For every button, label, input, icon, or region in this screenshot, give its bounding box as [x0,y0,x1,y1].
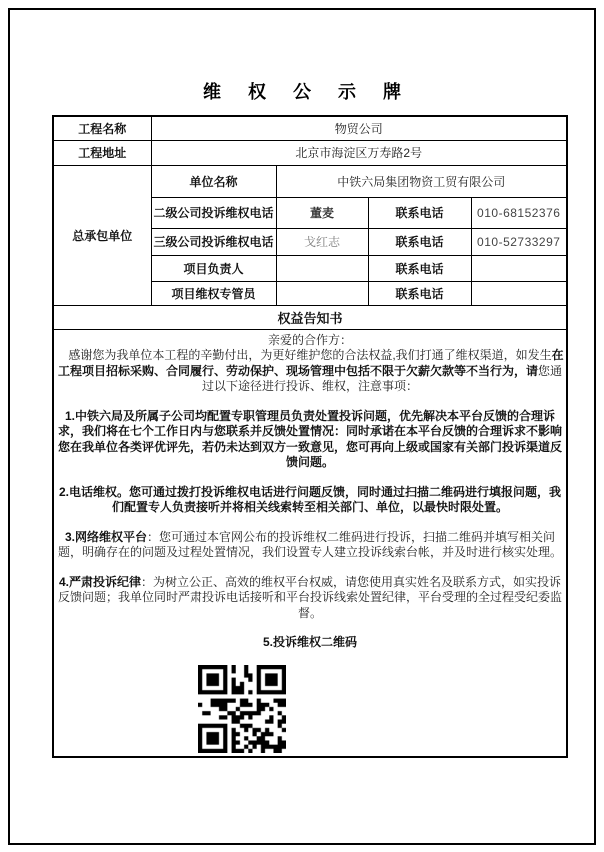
level3-phone-number: 010-52733297 [471,228,567,255]
unit-name-label: 单位名称 [151,165,276,197]
contact-phone-label: 联系电话 [368,228,471,255]
notice-paragraph: 3.网络维权平台：您可通过本官网公布的投诉维权二维码进行投诉，扫描二维码并填写相关问题，明确存在的问题及过程处置情况，我们设置专人建立投诉线索台帐，并及时进行核实处理。 [58,529,563,560]
info-table [52,115,568,758]
table-row [53,329,567,757]
table-row [53,165,567,197]
project-name-value: 物贸公司 [151,116,567,140]
qr-code [198,665,286,753]
notice-paragraph: 感谢您为我单位本工程的辛勤付出，为更好维护您的合法权益,我们打通了维权渠道，如发生在工程项目招标采购、合同履行、劳动保护、现场管理中包括不限于欠薪欠款等不当行为，请您通过以下途径进行投诉、维权，注意事项： [56,348,564,394]
rights-officer-label: 项目维权专管员 [151,281,276,305]
notice-paragraph: 1.中铁六局及所属子公司均配置专职管理员负责处置投诉问题，优先解决本平台反馈的合理诉求，我们将在七个工作日内与您联系并反馈处置情况：同时承诺在本平台反馈的合理诉求不影响您在我单位各类评优评先，若仍未达到双方一致意见，您可再向上级或国家有关部门投诉渠道反馈问题。 [58,408,563,470]
page-title: 维 权 公 示 牌 [202,82,412,102]
table-row [53,140,567,165]
notice-paragraph: 亲爱的合作方： [268,332,353,347]
unit-name-value: 中铁六局集团物资工贸有限公司 [276,165,567,197]
notice-header: 权益告知书 [53,305,567,329]
project-manager-label: 项目负责人 [151,255,276,281]
project-manager-name [276,255,368,281]
notice-paragraph: 4.严肃投诉纪律：为树立公正、高效的维权平台权威，请您使用真实姓名及联系方式，如实投诉反馈问题；我单位同时严肃投诉电话接听和平台投诉线索处置纪律，平台受理的全过程受纪委监督。 [58,574,563,620]
rights-officer-phone [471,281,567,305]
project-address-label: 工程地址 [53,140,151,165]
contractor-label: 总承包单位 [53,165,151,305]
contact-phone-label: 联系电话 [368,281,471,305]
level2-contact-name: 董麦 [276,197,368,228]
project-manager-phone [471,255,567,281]
level3-hotline-label: 三级公司投诉维权电话 [151,228,276,255]
level2-hotline-label: 二级公司投诉维权电话 [151,197,276,228]
rights-officer-name [276,281,368,305]
qr-code-container [198,665,564,753]
page-border-frame [8,8,596,845]
project-address-value: 北京市海淀区万寿路2号 [151,140,567,165]
notice-body [56,333,564,651]
notice-paragraph: 5.投诉维权二维码 [263,635,358,650]
table-row [53,305,567,329]
level2-phone-number: 010-68152376 [471,197,567,228]
contact-phone-label: 联系电话 [368,197,471,228]
contact-phone-label: 联系电话 [368,255,471,281]
table-row [53,116,567,140]
notice-body-cell [53,329,567,757]
level3-contact-name: 戈红志 [276,228,368,255]
project-name-label: 工程名称 [53,116,151,140]
notice-paragraph: 2.电话维权。您可通过拨打投诉维权电话进行问题反馈，同时通过扫描二维码进行填报问题，我们配置专人负责接听并将相关线索转至相关部门、单位，以最快时限处置。 [59,484,562,515]
